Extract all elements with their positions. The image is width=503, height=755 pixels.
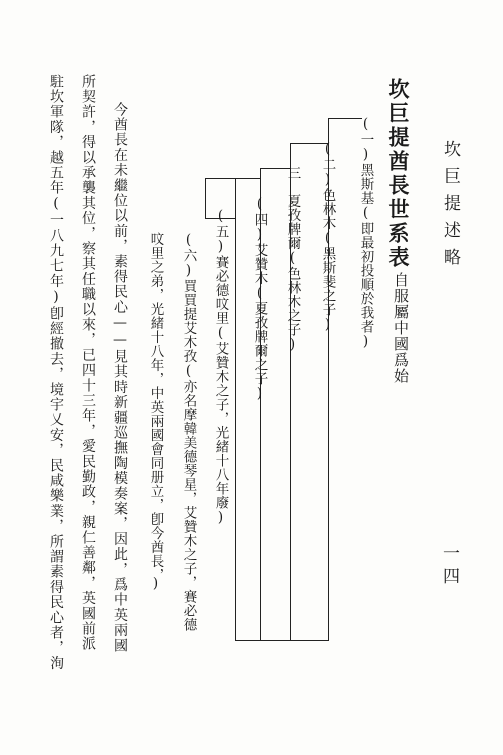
tree-base-line xyxy=(235,640,329,641)
generation-6: (六)買買提艾木孜(亦名摩韓美德琴星，艾贊木之子，賽必德 xyxy=(180,232,197,632)
tree-connector xyxy=(205,178,261,179)
tree-trunk xyxy=(235,178,236,640)
generation-3: 三 夏孜牌爾(色林木之子) xyxy=(284,166,301,353)
generation-4: (四)艾贊木(夏孜牌爾之子) xyxy=(251,196,268,402)
generation-2: (二)色林木(黑斯斐之子) xyxy=(319,141,336,333)
running-title: 坎巨提述略 xyxy=(440,140,460,275)
generation-5: (五)賽必德呅里(艾贊木之子，光緒十八年廢) xyxy=(212,208,229,526)
table-title: 坎巨提酋長世系表 xyxy=(386,78,411,270)
page-number: 一四 xyxy=(439,544,459,590)
generation-6-continued: 呅里之弟，光緒十八年，中英兩國會同册立，卽今酋長，) xyxy=(147,232,164,592)
body-line-1: 今酋長在未繼位以前，素得民心——見其時新疆巡撫陶模奏案，因此，爲中英兩國 xyxy=(112,102,128,654)
body-line-2: 所契許，得以承襲其位，察其任職以來，已四十三年，愛民勤政，親仁善鄰，英國前派 xyxy=(80,74,96,652)
tree-connector xyxy=(328,118,362,119)
body-line-3: 駐坎軍隊，越五年(一八九七年)卽經撤去，境宇乂安，民咸樂業，所謂素得民心者，洵 xyxy=(48,74,64,671)
generation-1: (一)黑斯基(即最初投順於我者) xyxy=(357,116,374,350)
tree-branch xyxy=(205,178,206,218)
table-subtitle: 自服屬中國爲始 xyxy=(392,272,410,384)
